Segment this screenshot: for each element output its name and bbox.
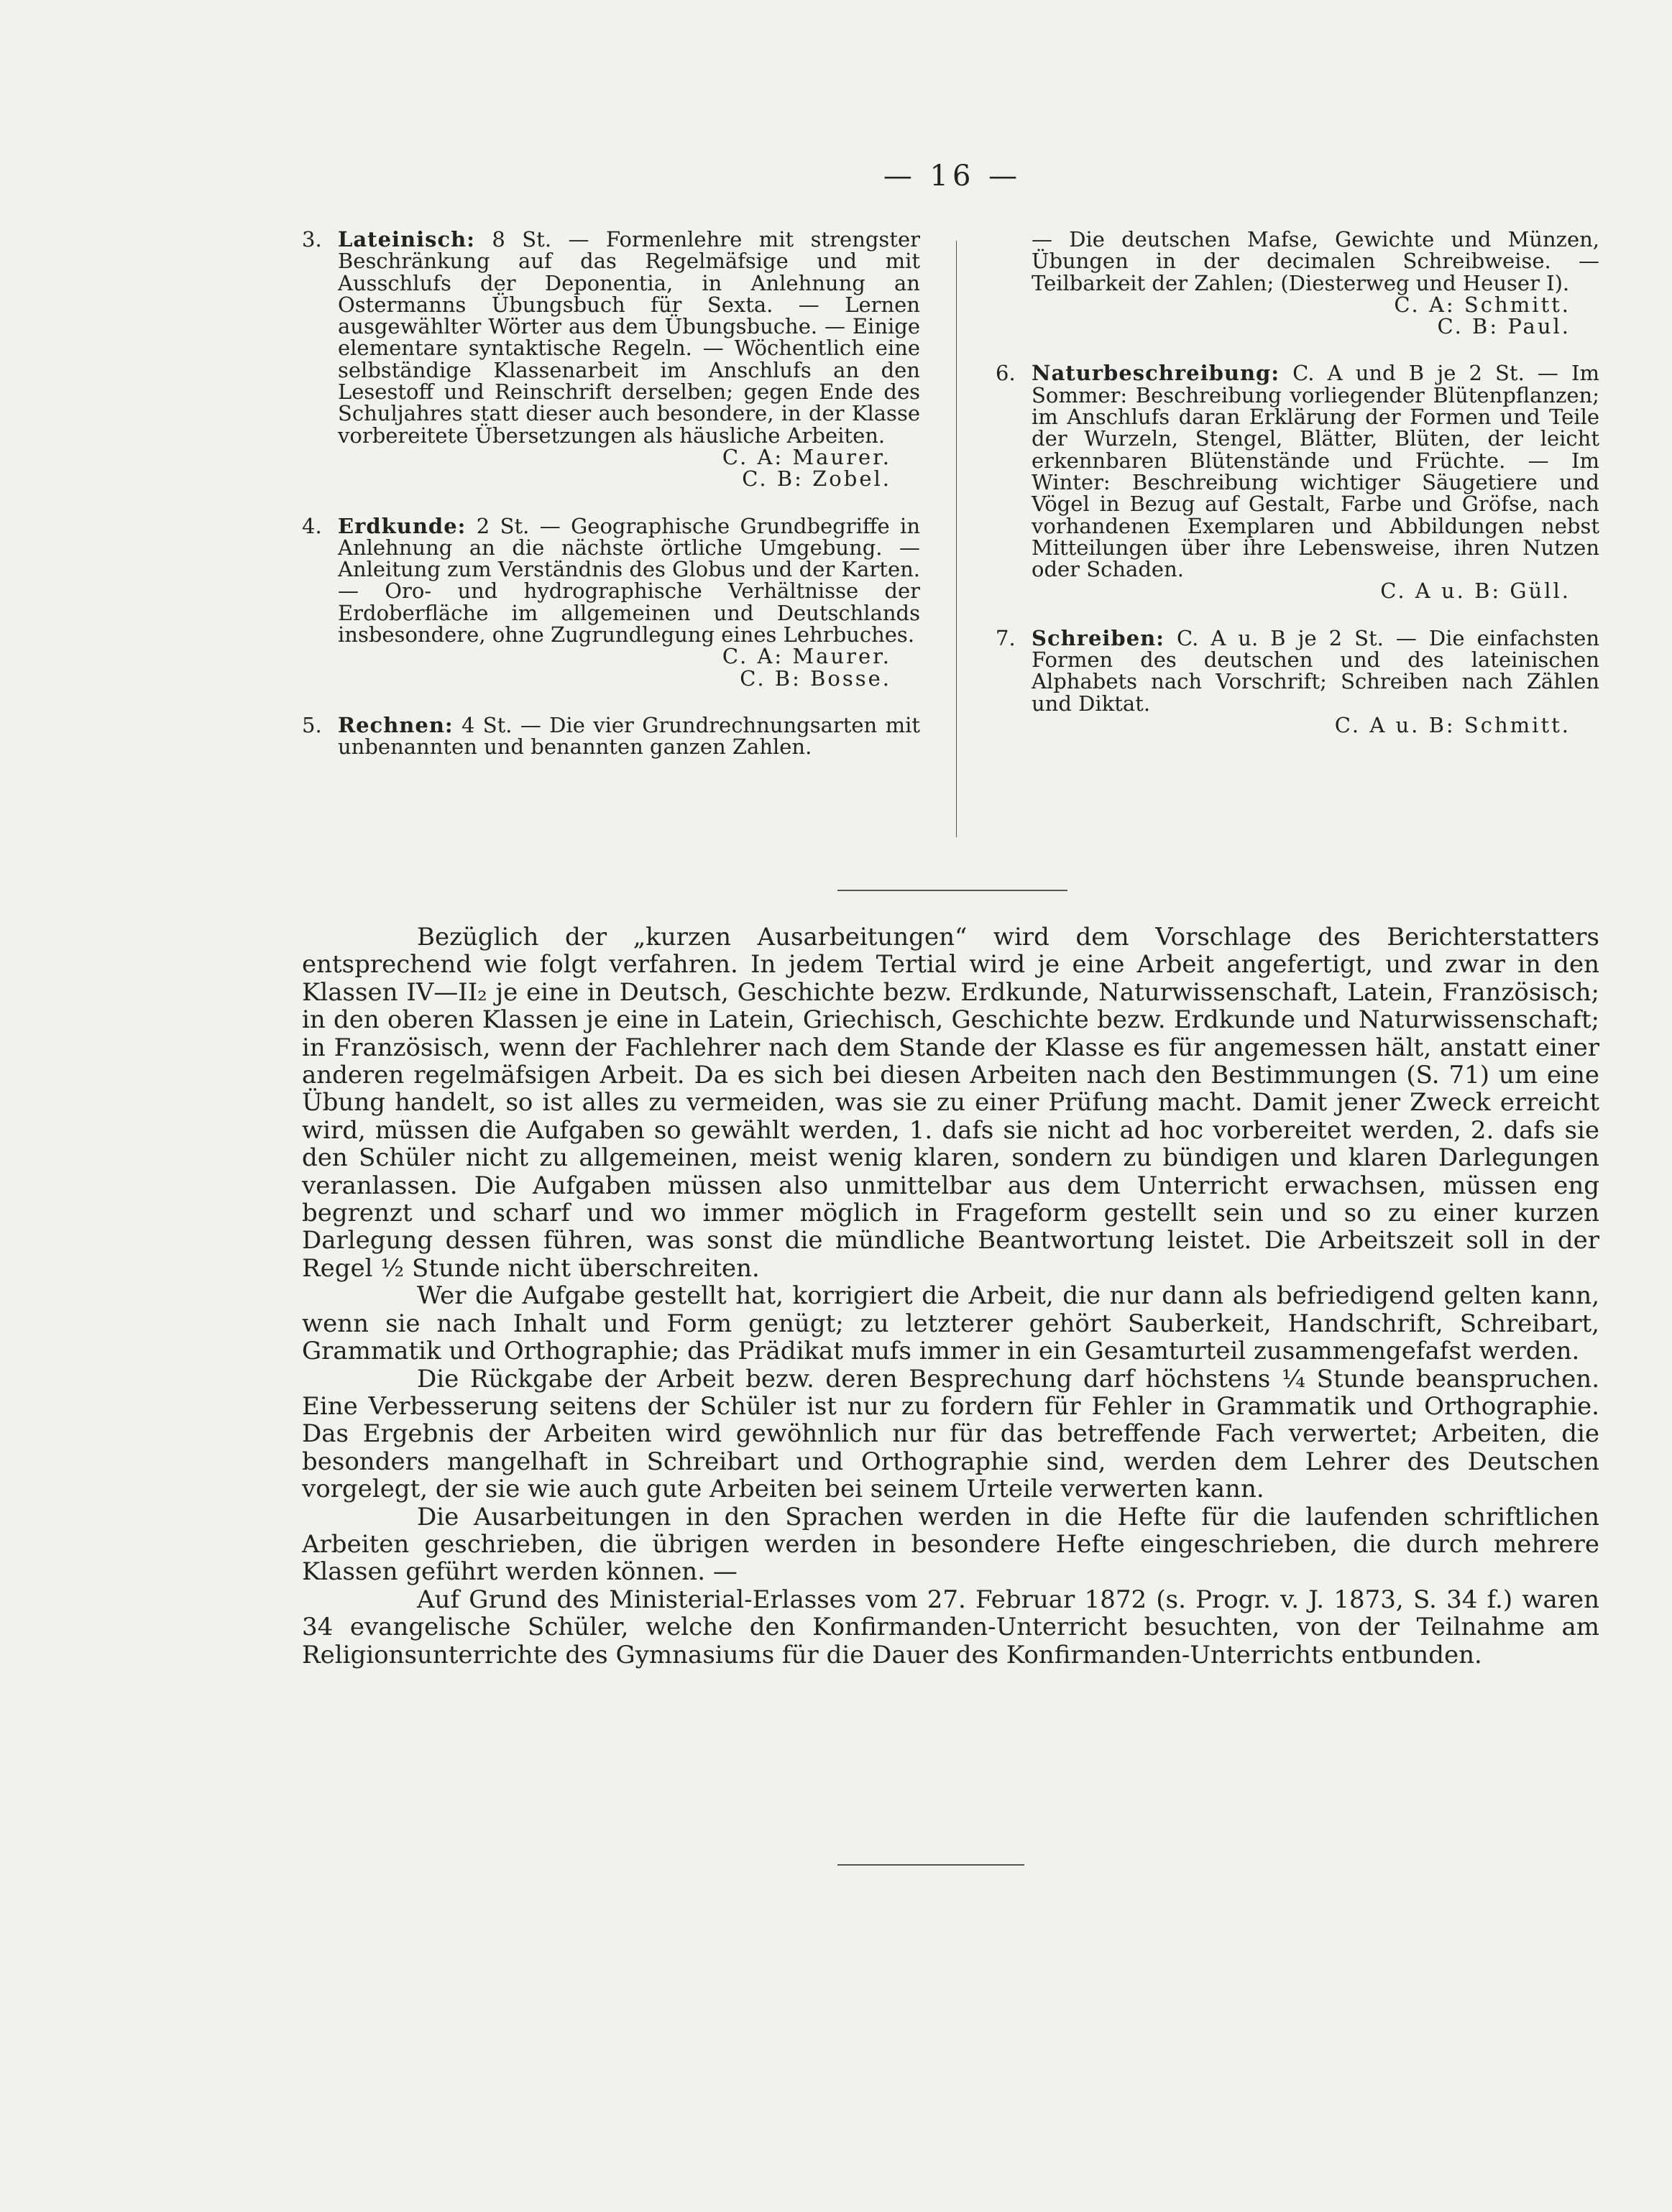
section-text: Naturbeschreibung: C. A und B je 2 St. — Im Sommer: Beschreibung vorliegender Blütenpflanzen; im Anschlufs daran Erklärung der Formen und Teile der Wurzeln, Stengel, Blätter, Blüten, der leicht erkennbaren Blütenstände und Früchte. — Im Winter: Beschreibung wichtiger Säugetiere und Vögel in Bezug auf Gestalt, Farbe und Gröfse, nach vorhandenen Exemplaren und Abbildungen nebst Mitteilungen über ihre Lebensweise, ihren Nutzen oder Schaden. xyxy=(1032,361,1599,582)
section-number: 3. xyxy=(302,227,322,252)
teacher-line: C. A u. B: Schmitt. xyxy=(1334,712,1571,737)
section-latin xyxy=(302,229,920,490)
teacher-line: C. B: Zobel. xyxy=(742,466,891,492)
section-natural-history xyxy=(996,362,1599,602)
section-number: 6. xyxy=(996,361,1016,386)
teacher-line: C. B: Paul. xyxy=(1437,314,1571,339)
teacher-line: C. A u. B: Güll. xyxy=(1380,579,1571,604)
paragraph: Die Ausarbeitungen in den Sprachen werden in die Hefte für die laufenden schriftlichen Arbeiten geschrieben, die übrigen werden in besondere Hefte eingeschrieben, die durch mehrere Klassen geführt werden können. — xyxy=(302,1502,1599,1587)
paragraph: Wer die Aufgabe gestellt hat, korrigiert die Arbeit, die nur dann als befriedigend gelten kann, wenn sie nach Inhalt und Form genügt; zu letzterer gehört Sauberkeit, Handschrift, Schreibart, Grammatik und Orthographie; das Prädikat mufs immer in ein Gesamturteil zusammengefafst werden. xyxy=(302,1281,1599,1366)
section-text: Schreiben: C. A u. B je 2 St. — Die einfachsten Formen des deutschen und des lateinischen Alphabets nach Vorschrift; Schreiben nach Zählen und Diktat. xyxy=(1032,625,1600,716)
section-text: Rechnen: 4 St. — Die vier Grundrechnungsarten mit unbenannten und benannten ganzen Zahlen. xyxy=(338,712,921,760)
paragraph: Die Rückgabe der Arbeit bezw. deren Besprechung darf höchstens ¼ Stunde beanspruchen. Eine Verbesserung seitens der Schüler ist nur zu fordern für Fehler in Grammatik und Orthographie. Das Ergebnis der Arbeiten wird gewöhnlich nur für das betreffende Fach verwertet; Arbeiten, die besonders mangelhaft in Schreibart und Orthographie sind, werden dem Lehrer des Deutschen vorgelegt, der sie wie auch gute Arbeiten bei seinem Urteile verwerten kann. xyxy=(302,1364,1599,1504)
teacher-line: C. B: Bosse. xyxy=(740,665,891,691)
right-column xyxy=(996,229,1599,761)
left-column xyxy=(302,229,920,783)
section-arithmetic-continued xyxy=(996,229,1599,337)
page-number: — 16 — xyxy=(883,160,1022,193)
section-number: 5. xyxy=(302,712,322,737)
section-text: Erdkunde: 2 St. — Geographische Grundbegriffe in Anlehnung an die nächste örtliche Umgebung. — Anleitung zum Verständnis des Globus und der Karten. — Oro- und hydrographische Verhältnisse der Erdoberfläche im allgemeinen und Deutschlands insbesondere, ohne Zugrundlegung eines Lehrbuches. xyxy=(338,513,921,648)
main-text xyxy=(302,923,1599,1669)
section-number: 4. xyxy=(302,513,322,538)
section-geography xyxy=(302,515,920,689)
section-title: Naturbeschreibung: xyxy=(1032,361,1280,386)
paragraph: Bezüglich der „kurzen Ausarbeitungen“ wird dem Vorschlage des Berichterstatters entsprechend wie folgt verfahren. In jedem Tertial wird je eine Arbeit angefertigt, und zwar in den Klassen IV—II₂ je eine in Deutsch, Geschichte bezw. Erdkunde, Naturwissenschaft, Latein, Französisch; in den oberen Klassen je eine in Latein, Griechisch, Geschichte bezw. Erdkunde und Naturwissenschaft; in Französisch, wenn der Fachlehrer nach dem Stande der Klasse es für angemessen hält, anstatt einer anderen regelmäfsigen Arbeit. Da es sich bei diesen Arbeiten nach den Bestimmungen (S. 71) um eine Übung handelt, so ist alles zu vermeiden, was sie zu einer Prüfung macht. Damit jener Zweck erreicht wird, müssen die Aufgaben so gewählt werden, 1. dafs sie nicht ad hoc vorbereitet werden, 2. dafs sie den Schüler nicht zu allgemeinen, meist wenig klaren, sondern zu bündigen und klaren Darlegungen veranlassen. Die Aufgaben müssen also unmittelbar aus dem Unterricht erwachsen, müssen eng begrenzt und scharf und wo immer möglich in Frageform gestellt sein und so zu einer kurzen Darlegung dessen führen, was sonst die mündliche Beantwortung leistet. Die Arbeitszeit soll in der Regel ½ Stunde nicht überschreiten. xyxy=(302,923,1599,1283)
teacher-line: C. A: Schmitt. xyxy=(1394,292,1571,317)
section-title: Rechnen: xyxy=(338,712,454,737)
section-title: Erdkunde: xyxy=(338,513,467,538)
paragraph: Auf Grund des Ministerial-Erlasses vom 27. Februar 1872 (s. Progr. v. J. 1873, S. 34 f.) waren 34 evangelische Schüler, welche den Konfirmanden-Unterricht besuchten, von der Teilnahme am Religionsunterrichte des Gymnasiums für die Dauer des Konfirmanden-Unterrichts entbunden. xyxy=(302,1585,1599,1669)
teacher-line: C. A: Maurer. xyxy=(722,444,891,469)
section-title: Schreiben: xyxy=(1032,625,1165,650)
continuation-text: — Die deutschen Mafse, Gewichte und Münzen, Übungen in der decimalen Schreibweise. — Teilbarkeit der Zahlen; (Diesterweg und Heuser I). xyxy=(1032,227,1599,295)
column-divider xyxy=(956,241,957,837)
section-writing xyxy=(996,627,1599,736)
section-title: Lateinisch: xyxy=(338,227,475,252)
section-arithmetic xyxy=(302,714,920,758)
section-number: 7. xyxy=(996,625,1016,650)
section-text: Lateinisch: 8 St. — Formenlehre mit strengster Beschränkung auf das Regelmäfsige und mit Ausschlufs der Deponentia, in Anlehnung an Ostermanns Übungsbuch für Sexta. — Lernen ausgewählter Wörter aus dem Übungsbuche. — Einige elementare syntaktische Regeln. — Wöchentlich eine selbständige Klassenarbeit im Anschlufs an den Lesestoff und Reinschrift derselben; gegen Ende des Schuljahres statt dieser auch besondere, in der Klasse vorbereitete Übersetzungen als häusliche Arbeiten. xyxy=(338,227,920,448)
teacher-line: C. A: Maurer. xyxy=(722,644,891,669)
end-rule xyxy=(837,1864,1024,1866)
section-separator-rule xyxy=(837,890,1067,891)
